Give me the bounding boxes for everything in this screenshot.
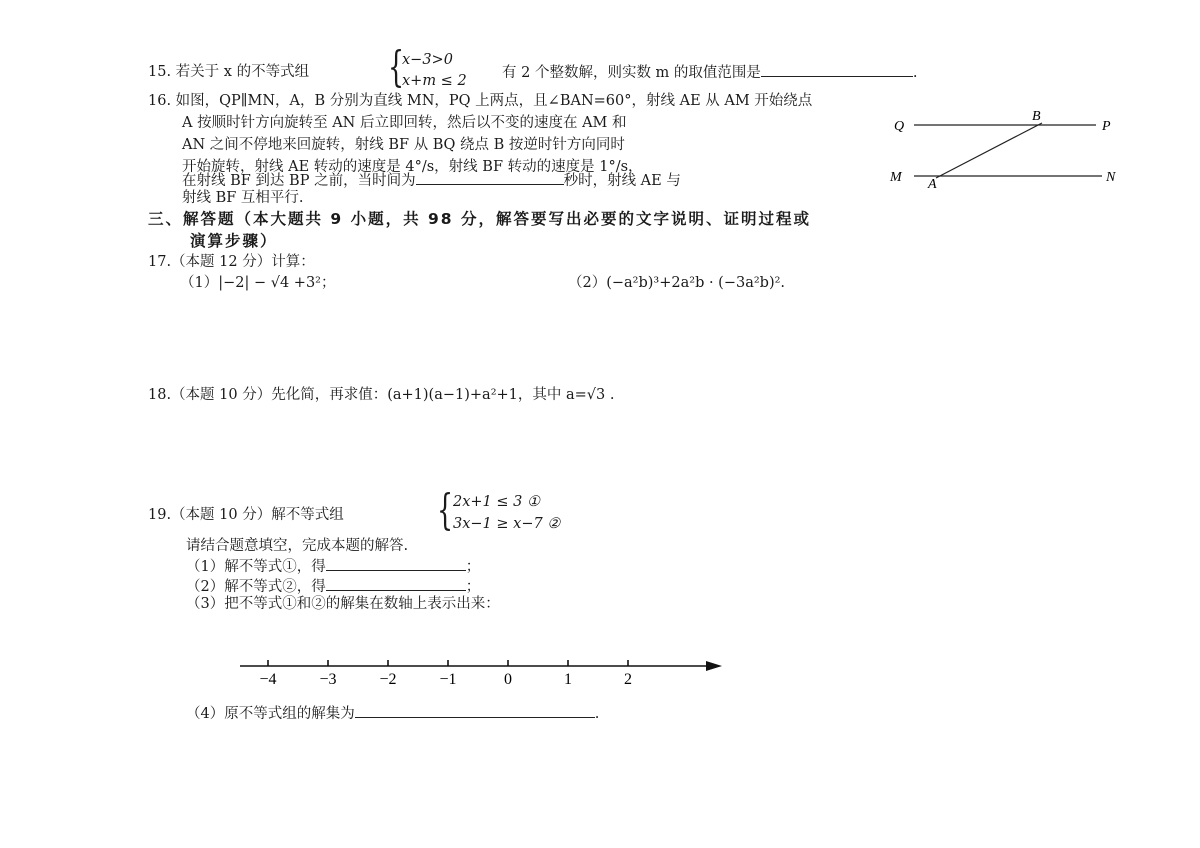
q15-answer-blank[interactable] [761, 62, 913, 77]
number-line-tick-label: 1 [564, 671, 572, 688]
label-p: P [1102, 119, 1111, 134]
q15-sys-2: x+m ≤ 2 [402, 73, 467, 89]
q19-prefix: 19.（本题 10 分）解不等式组 [148, 507, 344, 523]
q19-sys-2: 3x−1 ≥ x−7 ② [453, 516, 561, 532]
q16-line-4: 开始旋转，射线 AE 转动的速度是 4°/s，射线 BF 转动的速度是 1°/s， [182, 159, 643, 175]
q16-line-5-prefix: 在射线 BF 到达 BP 之前，当时间为 [182, 173, 416, 189]
q17-title: 17.（本题 12 分）计算： [148, 254, 315, 270]
number-line-tick-label: −1 [439, 671, 457, 688]
label-q: Q [894, 119, 905, 134]
q19-part-2-blank[interactable] [326, 576, 466, 591]
q16-line-2: A 按顺时针方向旋转至 AN 后立即回转，然后以不变的速度在 AM 和 [182, 115, 627, 131]
q16-line-3: AN 之间不停地来回旋转，射线 BF 从 BQ 绕点 B 按逆时针方向同时 [182, 137, 625, 153]
q19-part-4-blank[interactable] [355, 703, 595, 718]
number-line-tick-label: 2 [624, 671, 632, 688]
label-n: N [1106, 170, 1116, 185]
q15-sys-1: x−3>0 [402, 52, 453, 68]
label-m: M [890, 170, 902, 185]
number-line-tick-label: −4 [259, 671, 277, 688]
q16-answer-blank[interactable] [416, 170, 564, 185]
q19-brace: { [437, 485, 454, 534]
q19-part-2-semicolon: ； [465, 579, 481, 595]
q19-system [437, 485, 617, 536]
q19-part-1-semicolon: ； [465, 559, 481, 575]
q17-part-2: （2）(−a²b)³+2a²b · (−3a²b)². [568, 275, 786, 291]
q19-part-4-text: （4）原不等式组的解集为 [186, 706, 355, 722]
q19-part-1-text: （1）解不等式①，得 [186, 559, 326, 575]
number-line-arrow-icon [706, 661, 722, 671]
q16-line-5-suffix: 秒时，射线 AE 与 [563, 173, 681, 189]
q15-prefix: 15. 若关于 x 的不等式组 [148, 64, 310, 80]
segment-ab [936, 123, 1042, 178]
q18-text: 18.（本题 10 分）先化简，再求值：(a+1)(a−1)+a²+1，其中 a=√3 . [148, 387, 615, 403]
q19-part-1-blank[interactable] [326, 556, 466, 571]
q16-line-6: 射线 BF 互相平行. [182, 190, 304, 206]
q19-sys-1: 2x+1 ≤ 3 ① [453, 494, 540, 510]
number-line [232, 650, 732, 690]
number-line-tick-label: −2 [379, 671, 397, 688]
number-line-tick-label: −3 [319, 671, 337, 688]
label-b: B [1032, 109, 1041, 124]
q19-instruction: 请结合题意填空，完成本题的解答. [186, 538, 409, 554]
label-a: A [928, 177, 937, 190]
q19-part-2-text: （2）解不等式②，得 [186, 579, 326, 595]
q19-part-1 [186, 556, 480, 577]
q15-suffix [502, 62, 918, 83]
q19-part-3: （3）把不等式①和②的解集在数轴上表示出来： [186, 596, 500, 612]
q15-end: . [912, 65, 918, 81]
section-3-heading: 三、解答题（本大题共 9 小题，共 98 分，解答要写出必要的文字说明、证明过程或 [148, 210, 811, 228]
q17-part-1: （1）|−2| − √4 +3²； [180, 275, 336, 291]
section-3-heading-cont: 演算步骤） [190, 232, 278, 250]
number-line-tick-label: 0 [504, 671, 512, 688]
q15-brace: { [388, 42, 405, 91]
q15-suffix-text: 有 2 个整数解，则实数 m 的取值范围是 [502, 65, 761, 81]
q15-system [388, 42, 498, 92]
q19-part-4-period: . [594, 706, 600, 722]
q16-figure [884, 106, 1134, 190]
q16-line-1: 16. 如图，QP∥MN，A，B 分别为直线 MN，PQ 上两点，且∠BAN=60°，射线 AE 从 AM 开始绕点 [148, 93, 813, 109]
q19-part-4 [186, 703, 599, 724]
